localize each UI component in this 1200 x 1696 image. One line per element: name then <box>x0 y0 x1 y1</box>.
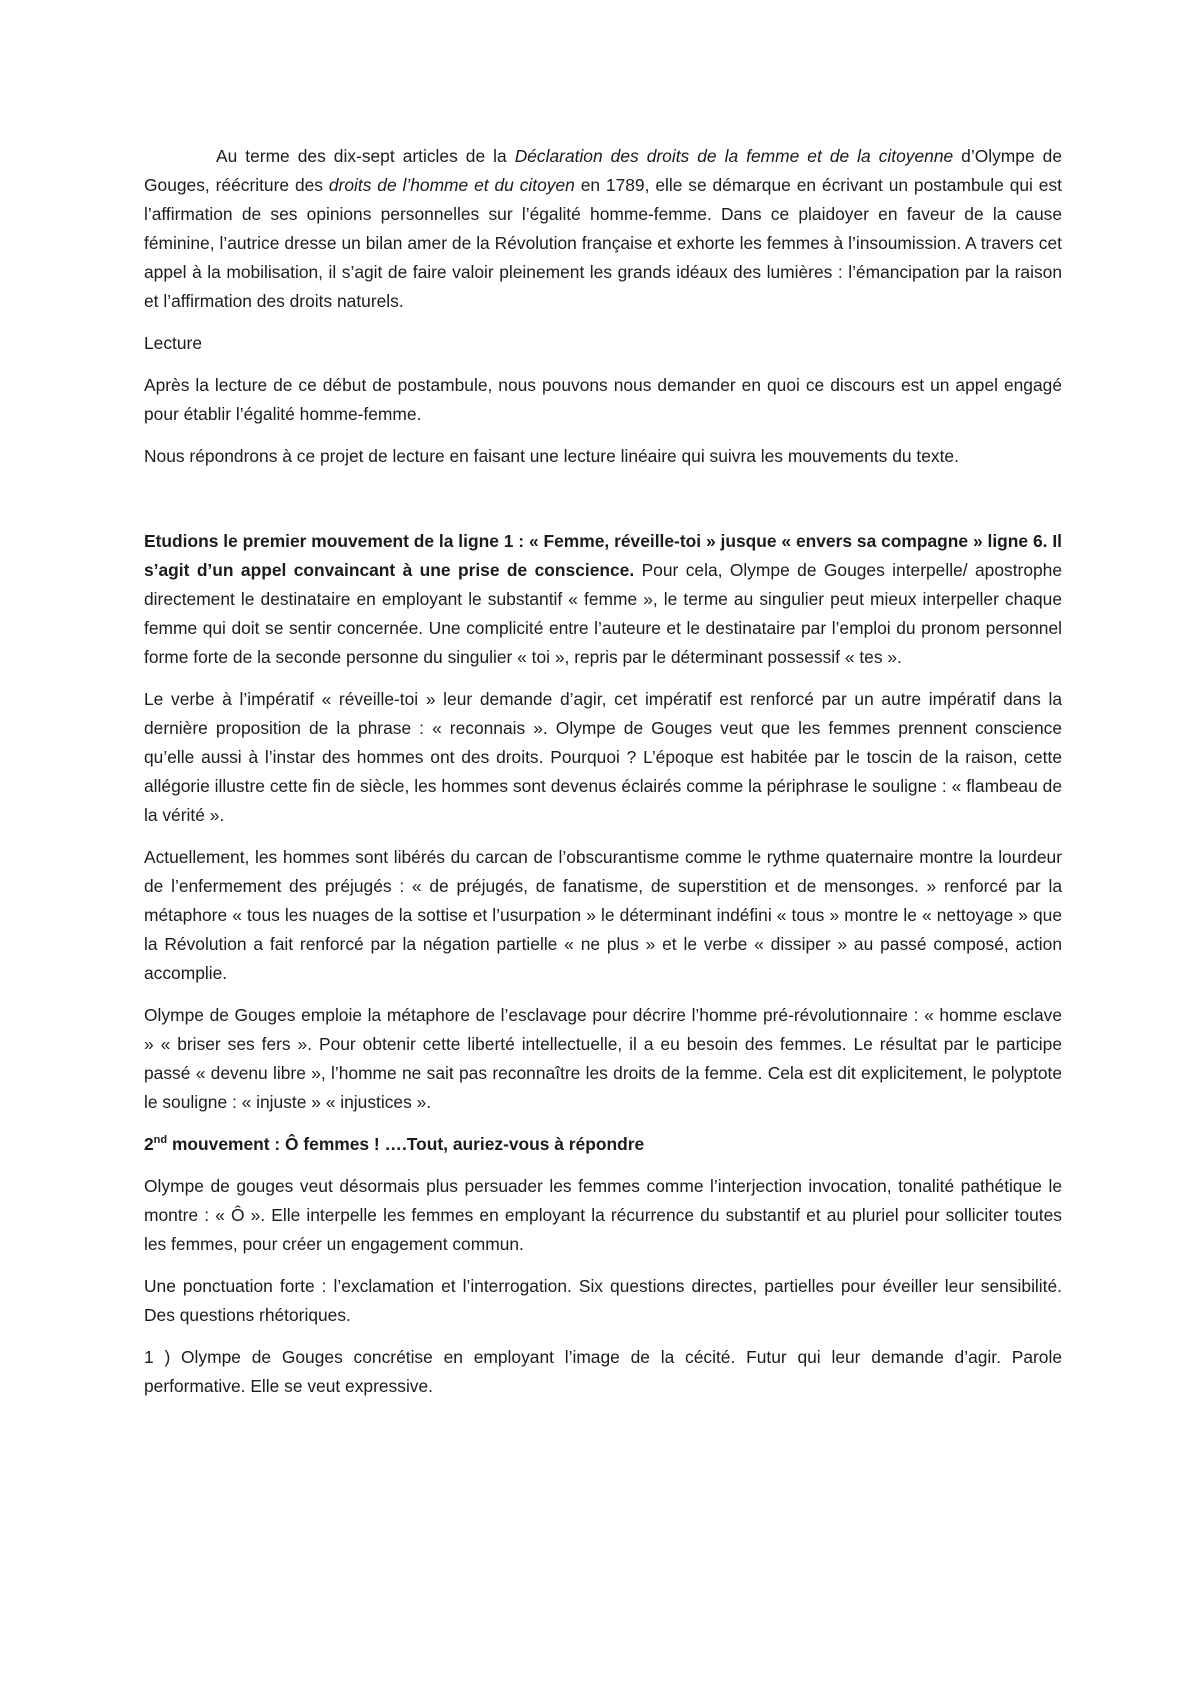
ponctuation-paragraph: Une ponctuation forte : l’exclamation et l’interrogation. Six questions directes, partielles pour éveiller leur sensibilité. Des questions rhétoriques. <box>144 1276 1062 1325</box>
obscurantisme-paragraph: Actuellement, les hommes sont libérés du carcan de l’obscurantisme comme le rythme quaternaire montre la lourdeur de l’enfermement des préjugés : « de préjugés, de fanatisme, de superstition et de mensonges. » renforcé par la métaphore « tous les nuages de la sottise et l’usurpation » le déterminant indéfini « tous » montre le « nettoyage » que la Révolution a fait renforcé par la négation partielle « ne plus » et le verbe « dissiper » au passé composé, action accomplie. <box>144 847 1062 983</box>
movement-2-ordinal-suffix: nd <box>153 1134 168 1147</box>
intro-text-2: d’Olympe de Gouges, réécriture des <box>144 146 1062 195</box>
work-title-droits-homme: droits de l’homme et du citoyen <box>328 175 575 195</box>
section-spacer <box>144 484 1062 527</box>
esclavage-paragraph: Olympe de Gouges emploie la métaphore de l’esclavage pour décrire l’homme pré-révolutionnaire : « homme esclave » « briser ses fers ». Pour obtenir cette liberté intellectuelle, il a eu besoin des femmes. Le résultat par le participe passé « devenu libre », l’homme ne sait pas reconnaître les droits de la femme. Cela est dit explicitement, le polyptote le souligne : « injuste » « injustices ». <box>144 1005 1062 1112</box>
document-body <box>144 142 1062 1414</box>
problematique-paragraph: Après la lecture de ce début de postambule, nous pouvons nous demander en quoi ce discours est un appel engagé pour établir l’égalité homme-femme. <box>144 375 1062 424</box>
interjection-paragraph: Olympe de gouges veut désormais plus persuader les femmes comme l’interjection invocation, tonalité pathétique le montre : « Ô ». Elle interpelle les femmes en employant la récurrence du substantif et au pluriel pour solliciter toutes les femmes, pour créer un engagement commun. <box>144 1176 1062 1254</box>
intro-text-3: en 1789, elle se démarque en écrivant un postambule qui est l’affirmation de ses opinions personnelles sur l’égalité homme-femme. Dans ce plaidoyer en faveur de la cause féminine, l’autrice dresse un bilan amer de la Révolution française et exhorte les femmes à l’insoumission. A travers cet appel à la mobilisation, il s’agit de faire valoir pleinement les grands idéaux des lumières : l’émancipation par la raison et l’affirmation des droits naturels. <box>144 175 1062 311</box>
intro-paragraph <box>144 142 1062 316</box>
movement-1-heading: Etudions le premier mouvement de la ligne 1 : « Femme, réveille-toi » jusque « envers sa compagne » ligne 6. Il s’agit d’un appel convaincant à une prise de conscience. <box>144 531 1062 580</box>
imperatif-paragraph: Le verbe à l’impératif « réveille-toi » leur demande d’agir, cet impératif est renforcé par un autre impératif dans la dernière proposition de la phrase : « reconnais ». Olympe de Gouges veut que les femmes prennent conscience qu’elle aussi à l’instar des hommes ont des droits. Pourquoi ? L’époque est habitée par le toscin de la raison, cette allégorie illustre cette fin de siècle, les hommes sont devenus éclairés comme la périphrase le souligne : « flambeau de la vérité ». <box>144 689 1062 825</box>
work-title-declaration-femme: Déclaration des droits de la femme et de la citoyenne <box>514 146 954 166</box>
movement-1-text: Pour cela, Olympe de Gouges interpelle/ apostrophe directement le destinataire en employant le substantif « femme », le terme au singulier peut mieux interpeller chaque femme qui doit se sentir concernée. Une complicité entre l’auteure et le destinataire par l’emploi du pronom personnel forme forte de la seconde personne du singulier « toi », repris par le déterminant possessif « tes ». <box>144 560 1063 667</box>
annonce-plan-paragraph: Nous répondrons à ce projet de lecture en faisant une lecture linéaire qui suivra les mouvements du texte. <box>144 446 959 466</box>
lecture-label: Lecture <box>144 333 203 353</box>
point-1-paragraph: 1 ) Olympe de Gouges concrétise en employant l’image de la cécité. Futur qui leur demande d’agir. Parole performative. Elle se veut expressive. <box>144 1347 1062 1396</box>
intro-text-1: Au terme des dix-sept articles de la <box>216 146 515 166</box>
movement-2-heading <box>144 1130 1062 1159</box>
movement-1-paragraph <box>144 527 1062 672</box>
movement-2-number: 2 <box>144 1134 154 1154</box>
movement-2-title: mouvement : Ô femmes ! ….Tout, auriez-vous à répondre <box>167 1134 645 1154</box>
